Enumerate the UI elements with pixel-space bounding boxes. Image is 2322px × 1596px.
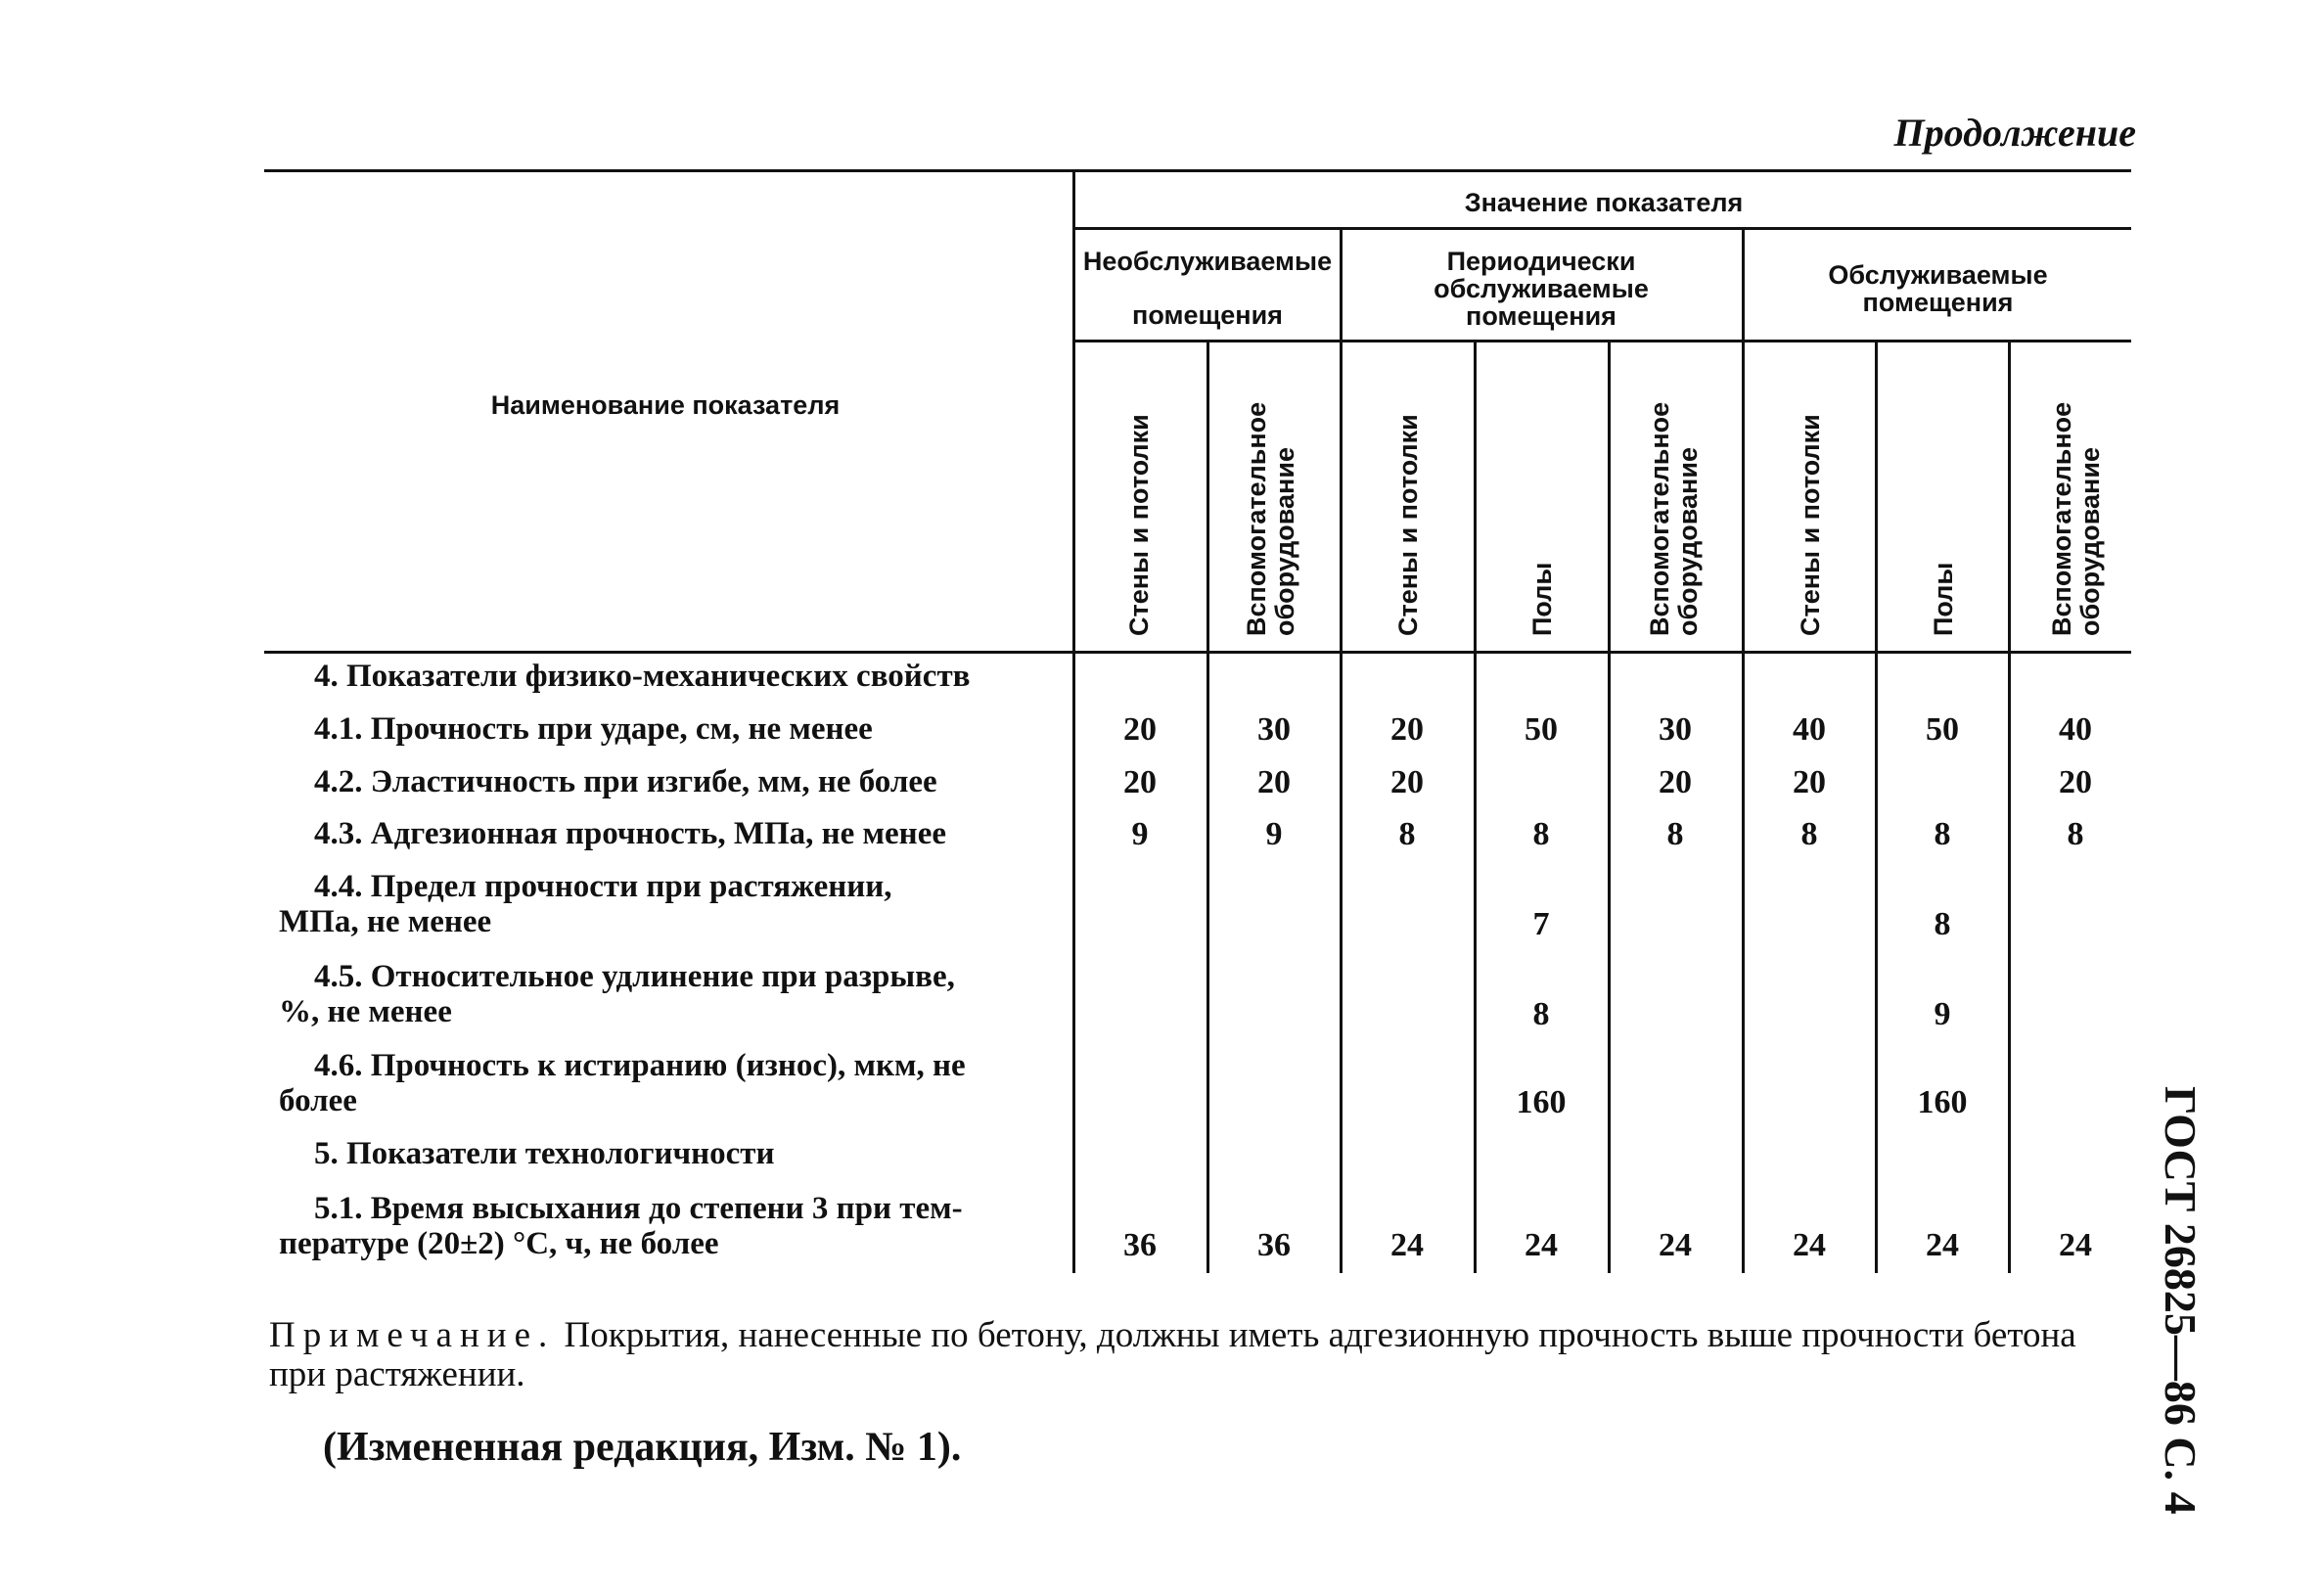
col-divider bbox=[1608, 340, 1611, 1273]
col-divider bbox=[1340, 227, 1343, 1273]
column-header-line: Вспомогательное bbox=[1645, 401, 1674, 636]
row-label-line2: более bbox=[279, 1083, 357, 1118]
row-label-line1: 5. Показатели технологичности bbox=[314, 1136, 775, 1171]
table-cell: 24 bbox=[1926, 1227, 1959, 1263]
table-cell: 7 bbox=[1532, 906, 1550, 942]
row-label bbox=[279, 1191, 1052, 1261]
table-cell: 20 bbox=[1123, 764, 1157, 800]
group-header-rule bbox=[1073, 340, 2131, 342]
change-notice: (Измененная редакция, Изм. № 1). bbox=[323, 1425, 962, 1470]
row-label-line1: 5.1. Время высыхания до степени 3 при тем- bbox=[314, 1191, 963, 1226]
table-cell: 8 bbox=[1398, 816, 1416, 852]
table-cell: 40 bbox=[1793, 711, 1826, 748]
header-bottom-rule bbox=[264, 651, 2131, 654]
table-cell: 8 bbox=[1934, 816, 1951, 852]
table-cell: 20 bbox=[1257, 764, 1291, 800]
row-label-line1: 4.3. Адгезионная прочность, МПа, не менее bbox=[314, 816, 946, 851]
column-header bbox=[2048, 402, 2105, 636]
table-cell: 8 bbox=[2067, 816, 2084, 852]
table-cell: 8 bbox=[1934, 906, 1951, 942]
col-divider bbox=[1207, 340, 1209, 1273]
table-cell: 9 bbox=[1131, 816, 1149, 852]
group-line: Обслуживаемые bbox=[1828, 260, 2048, 290]
table-cell: 8 bbox=[1532, 816, 1550, 852]
column-header: Полы bbox=[1527, 562, 1557, 636]
table-cell: 24 bbox=[1659, 1227, 1692, 1263]
name-column-divider bbox=[1072, 169, 1075, 1273]
group-line: обслуживаемые bbox=[1434, 274, 1649, 303]
value-header: Значение показателя bbox=[1464, 188, 1744, 217]
column-header-line: оборудование bbox=[2075, 447, 2105, 636]
table-cell: 160 bbox=[1917, 1084, 1968, 1120]
table-cell: 40 bbox=[2059, 711, 2092, 748]
table-cell: 50 bbox=[1525, 711, 1558, 748]
table-cell: 24 bbox=[1793, 1227, 1826, 1263]
row-label-line1: 4.6. Прочность к истиранию (износ), мкм, не bbox=[314, 1048, 966, 1083]
value-header-rule bbox=[1073, 227, 2131, 230]
note bbox=[269, 1316, 2128, 1394]
row-label-line1: 4.2. Эластичность при изгибе, мм, не более bbox=[314, 764, 937, 799]
row-label bbox=[279, 869, 1052, 939]
column-header bbox=[1646, 402, 1703, 636]
row-label-line1: 4.4. Предел прочности при растяжении, bbox=[314, 869, 892, 904]
row-label-line1: 4.1. Прочность при ударе, см, не менее bbox=[314, 711, 873, 747]
row-label bbox=[279, 1048, 1052, 1118]
name-header: Наименование показателя bbox=[490, 390, 841, 420]
table-cell: 24 bbox=[1525, 1227, 1558, 1263]
table-top-rule bbox=[264, 169, 2131, 172]
column-header-line: оборудование bbox=[1270, 447, 1299, 636]
row-label bbox=[279, 659, 1052, 694]
table-cell: 36 bbox=[1123, 1227, 1157, 1263]
table-cell: 160 bbox=[1516, 1084, 1567, 1120]
row-label-line1: 4.5. Относительное удлинение при разрыве, bbox=[314, 959, 955, 994]
table-cell: 8 bbox=[1532, 996, 1550, 1032]
table-cell: 8 bbox=[1800, 816, 1818, 852]
table-cell: 20 bbox=[1390, 711, 1424, 748]
table-cell: 9 bbox=[1934, 996, 1951, 1032]
continuation-label: Продолжение bbox=[1893, 111, 2136, 155]
column-header: Стены и потолки bbox=[1124, 414, 1154, 636]
group-line: Периодически bbox=[1446, 247, 1636, 276]
col-divider bbox=[1474, 340, 1477, 1273]
column-header: Полы bbox=[1929, 562, 1958, 636]
table-cell: 8 bbox=[1666, 816, 1684, 852]
note-label: Примечание. bbox=[269, 1315, 556, 1355]
table-cell: 20 bbox=[1659, 764, 1692, 800]
row-label bbox=[279, 711, 1052, 747]
table-cell: 30 bbox=[1257, 711, 1291, 748]
table-cell: 20 bbox=[2059, 764, 2092, 800]
column-header: Стены и потолки bbox=[1393, 414, 1423, 636]
group-line: помещения bbox=[1132, 300, 1283, 330]
side-standard-label: ГОСТ 26825—86 С. 4 bbox=[2156, 1086, 2206, 1515]
table-cell: 20 bbox=[1390, 764, 1424, 800]
column-header-line: Вспомогательное bbox=[1242, 401, 1271, 636]
note-text: Покрытия, нанесенные по бетону, должны иметь адгезионную прочность выше прочности бетона при растяжении. bbox=[269, 1315, 2076, 1394]
row-label bbox=[279, 959, 1052, 1029]
row-label-line2: МПа, не менее bbox=[279, 904, 492, 939]
col-divider bbox=[2008, 340, 2011, 1273]
table-cell: 50 bbox=[1926, 711, 1959, 748]
group-line: помещения bbox=[1862, 288, 2014, 317]
group-header-unserviced bbox=[1076, 248, 1339, 329]
column-header-line: Вспомогательное bbox=[2047, 401, 2076, 636]
col-divider bbox=[1742, 227, 1745, 1273]
table-cell: 30 bbox=[1659, 711, 1692, 748]
table-cell: 36 bbox=[1257, 1227, 1291, 1263]
col-divider bbox=[1875, 340, 1878, 1273]
table-cell: 24 bbox=[1390, 1227, 1424, 1263]
table-cell: 9 bbox=[1265, 816, 1283, 852]
row-label-line1: 4. Показатели физико-механических свойств bbox=[314, 659, 971, 694]
column-header bbox=[1243, 402, 1299, 636]
row-label-line2: %, не менее bbox=[279, 994, 452, 1029]
row-label bbox=[279, 1136, 1052, 1171]
group-header-serviced bbox=[1745, 261, 2131, 316]
group-line: Необслуживаемые bbox=[1082, 247, 1333, 276]
row-label-line2: пературе (20±2) °С, ч, не более bbox=[279, 1226, 719, 1261]
table-cell: 24 bbox=[2059, 1227, 2092, 1263]
column-header: Стены и потолки bbox=[1796, 414, 1825, 636]
row-label bbox=[279, 816, 1052, 851]
group-line: помещения bbox=[1466, 301, 1616, 331]
row-label bbox=[279, 764, 1052, 799]
table-cell: 20 bbox=[1793, 764, 1826, 800]
column-header-line: оборудование bbox=[1673, 447, 1703, 636]
table-cell: 20 bbox=[1123, 711, 1157, 748]
group-header-periodic bbox=[1343, 248, 1740, 330]
